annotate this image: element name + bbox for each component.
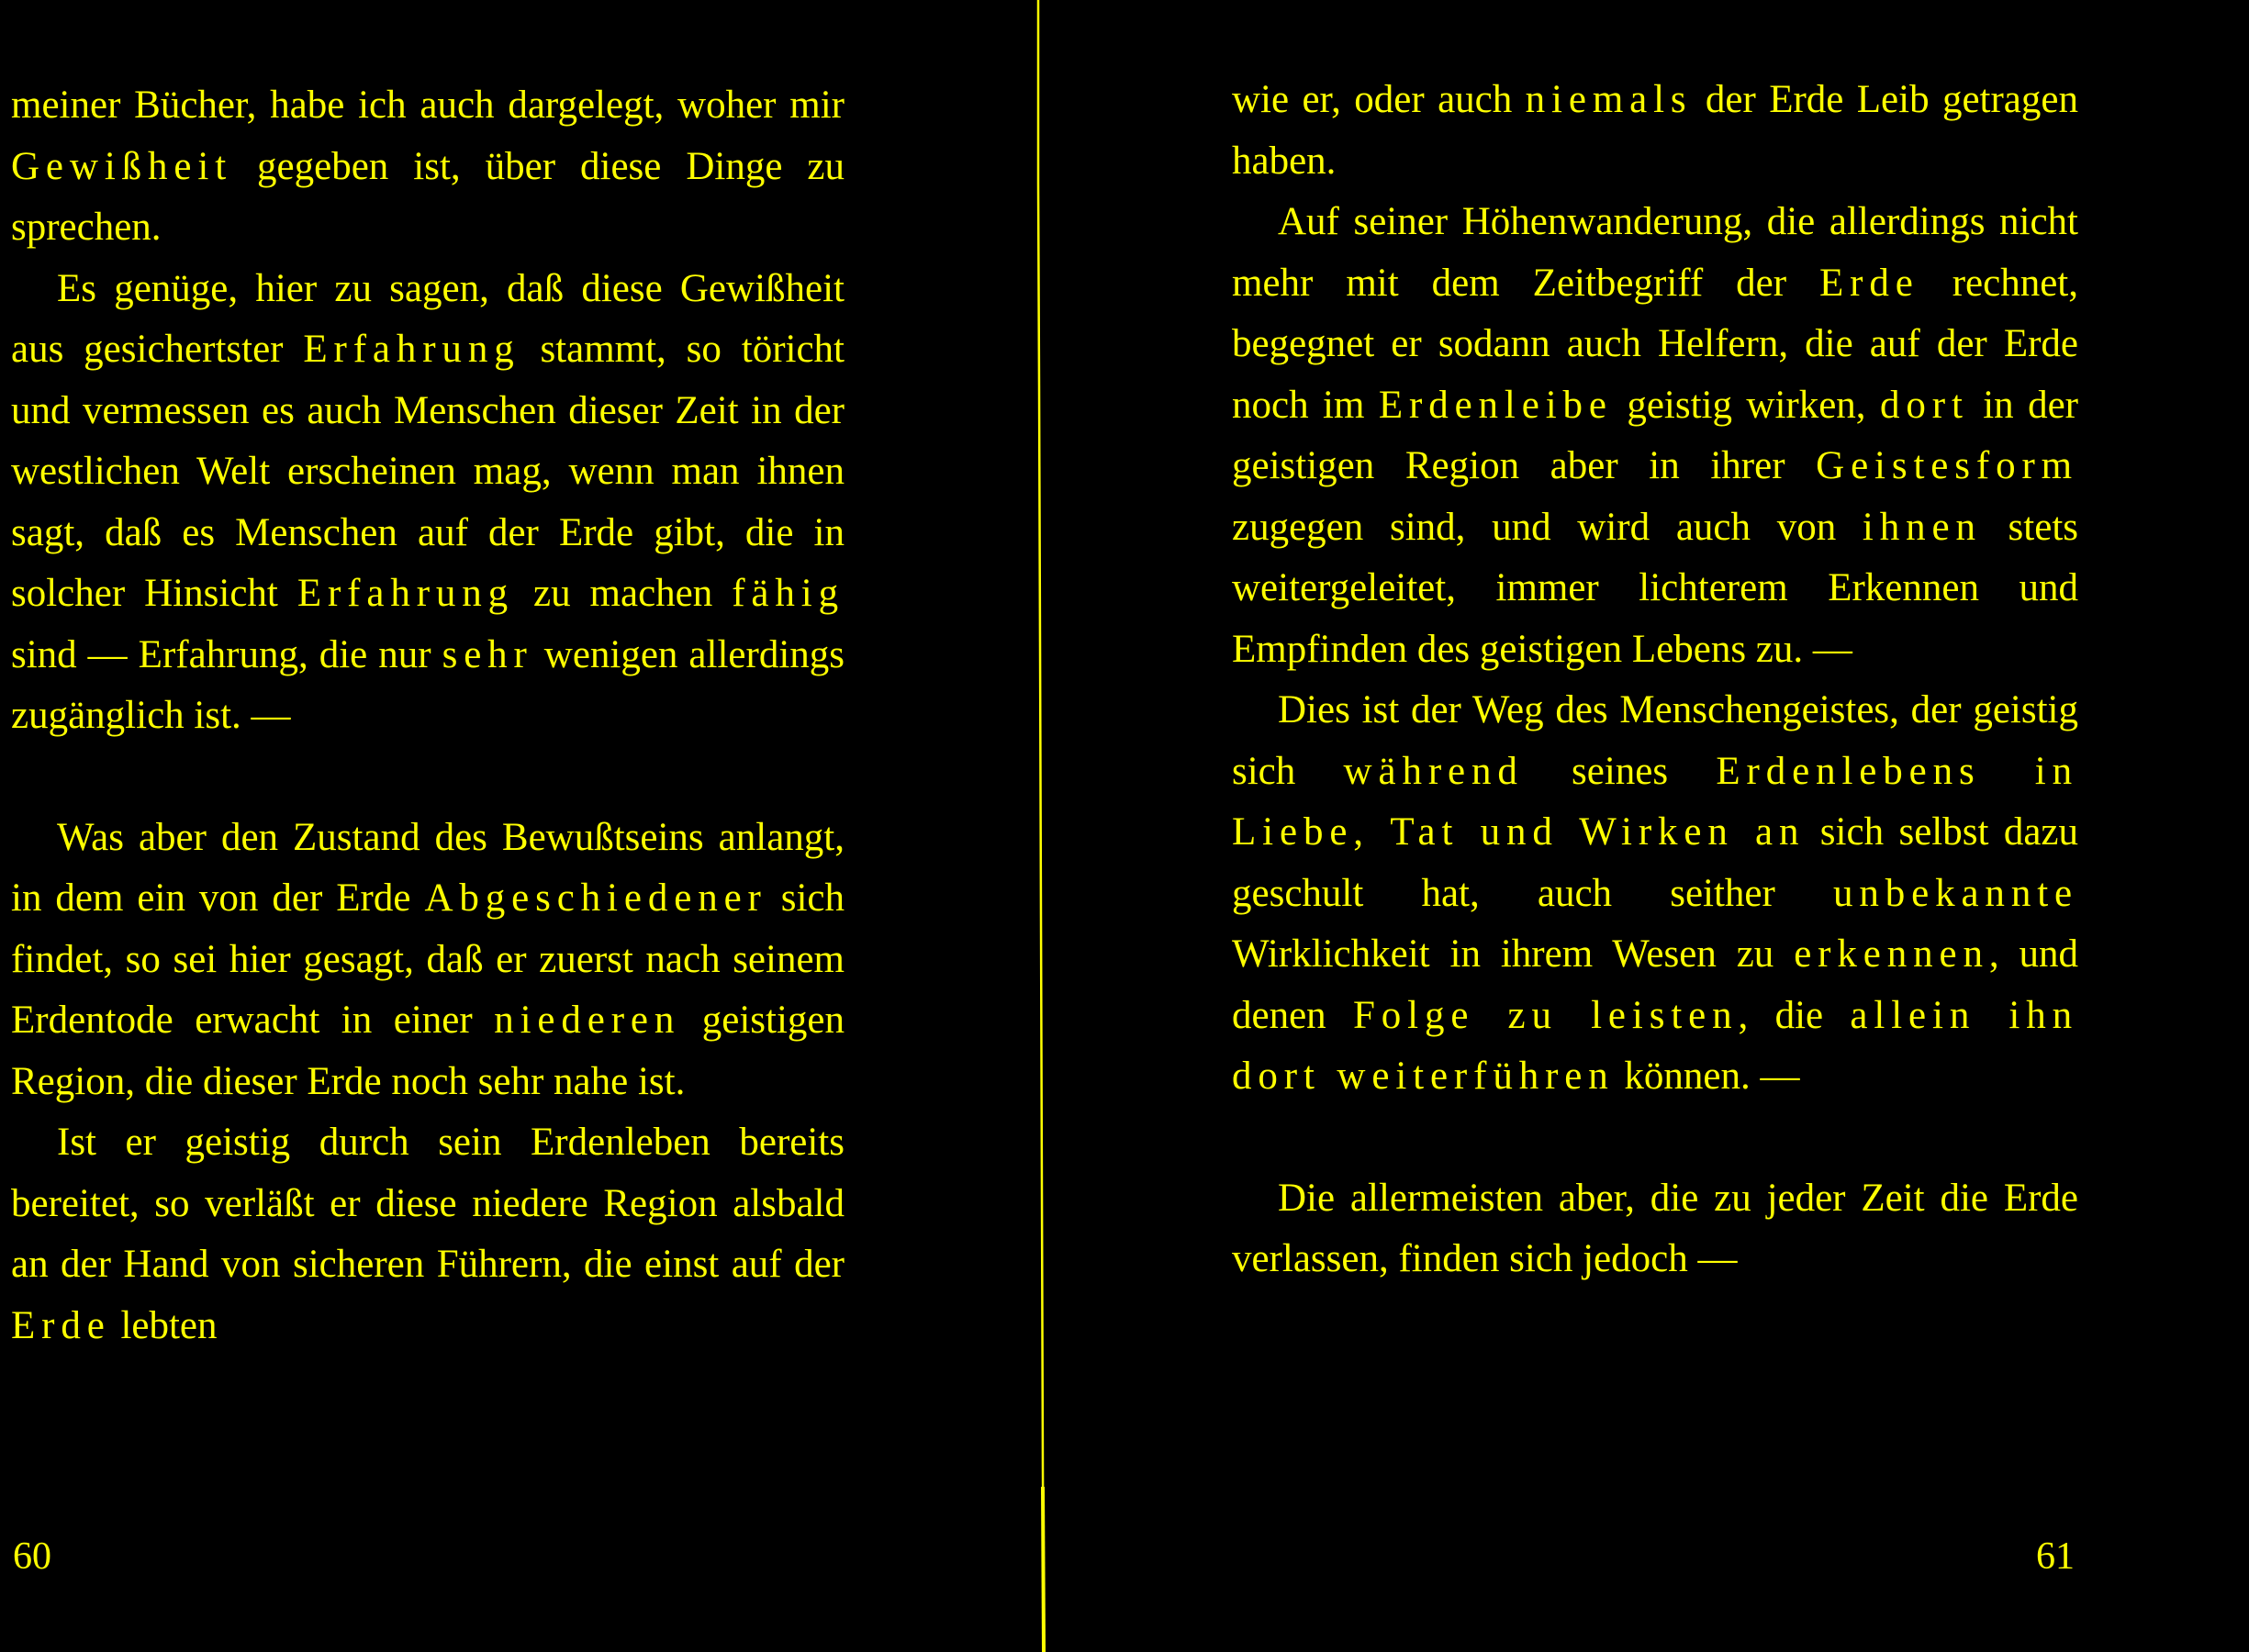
text-run: meiner Bücher, habe ich auch dargelegt, woher mir xyxy=(11,84,845,127)
paragraph xyxy=(11,259,845,747)
paragraph xyxy=(1232,1168,2078,1290)
left-page-number: 60 xyxy=(13,1535,51,1578)
text-run: lebten xyxy=(110,1303,218,1347)
right-page-text xyxy=(1232,70,2078,1290)
text-run: geistigen Region, die dieser Erde noch sehr nahe ist. xyxy=(11,999,845,1103)
emphasized-text: Erfahrung xyxy=(303,328,520,371)
text-run: stets weitergeleitet, immer lichterem Erkennen und Empfinden des geistigen Lebens zu. — xyxy=(1232,505,2078,671)
emphasized-text: dort xyxy=(1879,383,1969,427)
paragraph-gap xyxy=(1232,1108,2078,1168)
text-run: Wirklichkeit in ihrem Wesen zu xyxy=(1232,932,1795,976)
text-run: sich findet, so sei hier gesagt, daß er zuerst nach seinem Erdentode erwacht in einer xyxy=(11,876,845,1042)
paragraph xyxy=(1232,680,2078,1108)
text-run: Die allermeisten aber, die zu jeder Zeit die Erde verlassen, finden sich jedoch — xyxy=(1232,1176,2078,1280)
emphasized-text: Erdenlebens in Liebe, Tat und Wirken an xyxy=(1232,749,2078,854)
paragraph xyxy=(1232,70,2078,192)
emphasized-text: fähig xyxy=(732,572,845,615)
text-run: Ist er geistig durch sein Erdenleben bereits bereitet, so verläßt er diese niedere Region alsbald an der Hand von sicheren Führern, die einst auf der xyxy=(11,1121,845,1286)
emphasized-text: erkennen xyxy=(1794,932,1989,976)
emphasized-text: Erdenleibe xyxy=(1378,383,1613,427)
paragraph xyxy=(1232,192,2078,680)
paragraph xyxy=(11,75,845,259)
emphasized-text: Erde xyxy=(11,1303,111,1347)
emphasized-text: Gewißheit xyxy=(11,144,233,188)
text-run: Es genüge, hier zu sagen, daß diese Gewißheit aus gesichertster xyxy=(11,266,845,371)
emphasized-text: niederen xyxy=(494,999,681,1042)
text-run: geistig wirken, xyxy=(1612,383,1880,427)
emphasized-text: während xyxy=(1343,749,1524,793)
text-run: zugegen sind, und wird auch von xyxy=(1232,505,1863,549)
emphasized-text: unbekannte xyxy=(1832,871,2078,915)
left-page-text xyxy=(11,75,845,1356)
paragraph-gap xyxy=(11,747,845,808)
text-run: in der geistigen Region aber in ihrer xyxy=(1232,383,2078,487)
text-run: wie er, oder auch xyxy=(1232,78,1526,121)
emphasized-text: ihnen xyxy=(1862,505,1982,549)
left-page xyxy=(0,0,1046,1652)
text-run: wenigen allerdings zugänglich ist. — xyxy=(11,632,845,737)
gutter-line-bottom xyxy=(1043,1487,1044,1652)
emphasized-text: Erde xyxy=(1819,261,1919,305)
text-run: sind — Erfahrung, die nur xyxy=(11,632,442,676)
text-run: , und denen xyxy=(1232,932,2078,1037)
emphasized-text: niemals xyxy=(1525,78,1693,121)
text-run: sich selbst dazu geschult hat, auch seither xyxy=(1232,810,2078,915)
text-run: Dies ist der Weg des Menschengeistes, der geistig sich xyxy=(1232,688,2078,793)
text-run: rechnet, begegnet er sodann auch Helfern, die auf der Erde noch im xyxy=(1232,261,2078,427)
emphasized-text: Erfahrung xyxy=(297,572,515,615)
text-run: zu machen xyxy=(514,572,733,615)
text-run: seines xyxy=(1523,749,1717,793)
text-run: stammt, so töricht und vermessen es auch Menschen dieser Zeit in der westlichen Welt erscheinen mag, wenn man ihnen sagt, daß es Menschen auf der Erde gibt, die in solcher Hinsicht xyxy=(11,328,845,615)
paragraph xyxy=(11,808,845,1113)
text-run: können. — xyxy=(1614,1055,1800,1098)
emphasized-text: sehr xyxy=(442,632,533,676)
right-page-number: 61 xyxy=(2036,1535,2075,1578)
right-page xyxy=(1046,0,2249,1652)
paragraph xyxy=(11,1112,845,1356)
gutter-line-top xyxy=(1038,0,1044,1652)
emphasized-text: Abgeschiedener xyxy=(424,876,767,920)
text-run: gegeben ist, über diese Dinge zu sprechen. xyxy=(11,144,845,249)
emphasized-text: allein ihn dort weiterführen xyxy=(1232,993,2078,1098)
text-run: der Erde Leib getragen haben. xyxy=(1232,78,2078,183)
emphasized-text: Folge zu leisten xyxy=(1353,993,1739,1037)
text-run: Auf seiner Höhenwanderung, die allerdings nicht mehr mit dem Zeitbegriff der xyxy=(1232,200,2078,305)
text-run: , die xyxy=(1738,993,1851,1037)
emphasized-text: Geistesform xyxy=(1816,444,2078,487)
text-run: Was aber den Zustand des Bewußtseins anlangt, in dem ein von der Erde xyxy=(11,815,845,920)
